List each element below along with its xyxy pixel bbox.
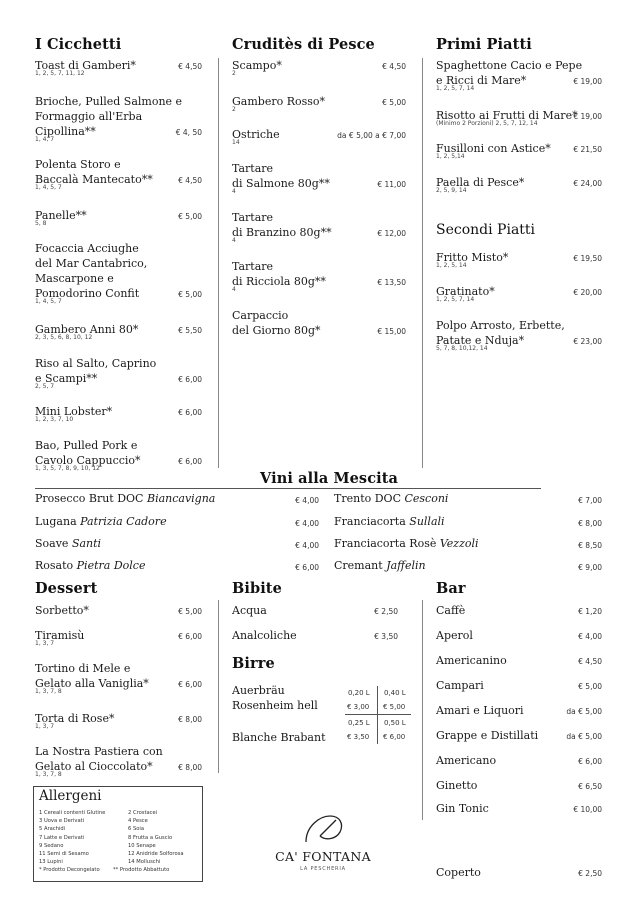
allergen-entry: 4 Pesce xyxy=(128,818,148,825)
wine-producer: Pietra Dolce xyxy=(76,559,146,572)
dessert-item-name: Gelato al Cioccolato* xyxy=(35,760,153,773)
beer-price: € 6,00 xyxy=(383,733,406,741)
cicchetti-item-name: Panelle** xyxy=(35,209,87,222)
wine-producer: Jaffelin xyxy=(386,559,426,572)
bar-item-price: € 6,50 xyxy=(578,782,602,791)
primi-item-price: € 19,00 xyxy=(573,112,602,121)
secondi-item-allergens: 1, 2, 5, 7, 14 xyxy=(436,296,475,303)
divider xyxy=(422,600,423,820)
vini-underline xyxy=(35,488,541,489)
wine-label: Lugana xyxy=(35,515,81,528)
cicchetti-item-price: € 6,00 xyxy=(178,457,202,466)
dessert-item-price: € 6,00 xyxy=(178,680,202,689)
wine-label: Cremant xyxy=(334,559,387,572)
crudites-item-price: da € 5,00 a € 7,00 xyxy=(337,131,406,140)
beer-size: 0,25 L xyxy=(348,719,370,727)
section-title-bar: Bar xyxy=(436,580,466,597)
beer-price: € 5,00 xyxy=(383,703,406,711)
primi-item-price: € 24,00 xyxy=(573,179,602,188)
secondi-item-price: € 20,00 xyxy=(573,288,602,297)
bar-item-name: Caffè xyxy=(436,604,466,617)
section-title-primi: Primi Piatti xyxy=(436,36,532,53)
beer-table-divider xyxy=(345,714,411,715)
secondi-item-name: Polpo Arrosto, Erbette, xyxy=(436,319,565,332)
wine-producer: Biancavigna xyxy=(146,492,216,505)
section-title-birre: Birre xyxy=(232,655,275,672)
cicchetti-item-name: Mini Lobster* xyxy=(35,405,113,418)
beer-price: € 3,00 xyxy=(347,703,370,711)
bar-item-name: Aperol xyxy=(436,629,473,642)
section-title-vini: Vini alla Mescita xyxy=(260,470,399,487)
primi-item-price: € 19,00 xyxy=(573,77,602,86)
wine-producer: Santi xyxy=(71,537,102,550)
allergen-entry: 11 Semi di Sesamo xyxy=(39,851,89,857)
bibite-item-name: Analcoliche xyxy=(232,629,297,642)
allergen-entry: 2 Crostacei xyxy=(128,810,158,816)
bar-item-price: € 6,00 xyxy=(578,757,602,766)
secondi-item-name: Gratinato* xyxy=(436,285,495,298)
wine-price: € 4,00 xyxy=(295,541,319,550)
dessert-item-name: Sorbetto* xyxy=(35,604,89,617)
beer-name: Blanche Brabant xyxy=(232,731,326,744)
beer-size: 0,20 L xyxy=(348,689,370,697)
section-title-cicchetti: I Cicchetti xyxy=(35,36,122,53)
primi-item-allergens: 2, 5, 9, 14 xyxy=(436,187,467,194)
cicchetti-item-name: Mascarpone e xyxy=(35,272,114,285)
crudites-item-name: Ostriche xyxy=(232,128,280,141)
cicchetti-item-allergens: 2, 5, 7 xyxy=(35,383,55,390)
allergen-entry: 5 Arachidi xyxy=(39,826,66,833)
crudites-item-price: € 13,50 xyxy=(377,278,406,287)
wine-name xyxy=(334,537,479,550)
allergen-entry: 10 Senape xyxy=(128,842,156,849)
crudites-item-name: di Branzino 80g** xyxy=(232,226,332,239)
cicchetti-item-name: Brioche, Pulled Salmone e xyxy=(35,95,183,108)
dessert-item-name: Torta di Rose* xyxy=(35,712,115,725)
cicchetti-item-name: Pomodorino Confit xyxy=(35,287,140,300)
secondi-item-allergens: 5, 7, 8, 10,12, 14 xyxy=(436,345,488,352)
crudites-item-name: di Salmone 80g** xyxy=(232,177,330,190)
cicchetti-item-allergens: 1, 4, 5, 7 xyxy=(35,184,62,191)
wine-name xyxy=(35,559,145,572)
dessert-item-allergens: 1, 3, 7 xyxy=(35,640,55,647)
wine-label: Franciacorta Rosè xyxy=(334,537,440,550)
secondi-item-name: Patate e Nduja* xyxy=(436,334,525,347)
wine-producer: Sullali xyxy=(409,515,445,528)
cicchetti-item-price: € 4,50 xyxy=(178,176,202,185)
wine-producer: Cesconi xyxy=(404,492,449,505)
cicchetti-item-allergens: 1, 2, 5, 7, 11, 12 xyxy=(35,70,85,77)
bibite-item-price: € 3,50 xyxy=(374,632,398,641)
bar-item-name: Campari xyxy=(436,679,484,692)
allergen-entry: 6 Soia xyxy=(128,826,145,833)
beer-table-divider xyxy=(377,686,378,744)
wine-label: Trento DOC xyxy=(334,492,405,505)
wine-name xyxy=(35,515,167,528)
primi-item-name: e Ricci di Mare* xyxy=(436,74,527,87)
cicchetti-item-price: € 5,00 xyxy=(178,212,202,221)
wine-price: € 4,00 xyxy=(295,519,319,528)
primi-item-allergens: (Minimo 2 Porzioni) 2, 5, 7, 12, 14 xyxy=(436,120,538,127)
beer-size: 0,50 L xyxy=(384,719,406,727)
crudites-item-price: € 5,00 xyxy=(382,98,406,107)
crudites-item-price: € 12,00 xyxy=(377,229,406,238)
bar-item-price: € 4,50 xyxy=(578,657,602,666)
primi-item-allergens: 1, 2, 5, 7, 14 xyxy=(436,85,475,92)
allergen-entry: 3 Uova e Derivati xyxy=(39,818,85,825)
bar-item-price: € 10,00 xyxy=(573,805,602,814)
wine-label: Prosecco Brut DOC xyxy=(35,492,147,505)
crudites-item-name: Tartare xyxy=(232,211,274,224)
bar-item-name: Gin Tonic xyxy=(436,802,489,815)
primi-item-price: € 21,50 xyxy=(573,145,602,154)
dessert-item-name: Tiramisù xyxy=(35,629,85,642)
section-title-dessert: Dessert xyxy=(35,580,98,597)
bibite-item-name: Acqua xyxy=(232,604,267,617)
beer-size: 0,40 L xyxy=(384,689,406,697)
wine-name xyxy=(334,559,426,572)
cicchetti-item-name: Polenta Storo e xyxy=(35,158,121,171)
crudites-item-price: € 11,00 xyxy=(377,180,406,189)
wine-name xyxy=(334,515,445,528)
bar-item-name: Ginetto xyxy=(436,779,478,792)
crudites-item-allergens: 4 xyxy=(232,188,236,195)
bar-item-price: € 5,00 xyxy=(578,682,602,691)
crudites-item-name: Gambero Rosso* xyxy=(232,95,326,108)
bibite-item-price: € 2,50 xyxy=(374,607,398,616)
divider xyxy=(218,58,219,468)
allergen-entry: * Prodotto Decongelato xyxy=(39,867,100,874)
bar-item-name: Amari e Liquori xyxy=(436,704,524,717)
cicchetti-item-name: Bao, Pulled Pork e xyxy=(35,439,138,452)
coperto-label: Coperto xyxy=(436,866,481,879)
wine-name xyxy=(334,492,448,505)
cicchetti-item-allergens: 1, 2, 3, 7, 10 xyxy=(35,416,74,423)
allergen-entry: 9 Sedano xyxy=(39,842,64,849)
section-title-bibite: Bibite xyxy=(232,580,282,597)
cicchetti-item-name: Cipollina** xyxy=(35,125,96,138)
cicchetti-item-name: del Mar Cantabrico, xyxy=(35,257,148,270)
bar-item-name: Grappe e Distillati xyxy=(436,729,539,742)
allergen-entry: 1 Cereali contenti Glutine xyxy=(39,810,106,816)
cicchetti-item-name: Gambero Anni 80* xyxy=(35,323,139,336)
cicchetti-item-price: € 6,00 xyxy=(178,375,202,384)
logo-subtitle: LA PESCHERIA xyxy=(300,866,346,872)
primi-item-name: Fusilloni con Astice* xyxy=(436,142,551,155)
wine-producer: Vezzoli xyxy=(439,537,479,550)
logo-name: CA' FONTANA xyxy=(275,849,371,864)
allergen-entry: ** Prodotto Abbattuto xyxy=(113,867,170,874)
cicchetti-item-name: e Scampi** xyxy=(35,372,98,385)
cicchetti-item-price: € 4, 50 xyxy=(175,128,202,137)
cicchetti-item-price: € 4,50 xyxy=(178,62,202,71)
primi-item-allergens: 1, 2, 5,14 xyxy=(436,153,465,160)
wine-price: € 4,00 xyxy=(295,496,319,505)
dessert-item-price: € 8,00 xyxy=(178,715,202,724)
cicchetti-item-price: € 6,00 xyxy=(178,408,202,417)
crudites-item-price: € 4,50 xyxy=(382,62,406,71)
bar-item-price: da € 5,00 xyxy=(566,707,602,716)
wine-price: € 8,00 xyxy=(578,519,602,528)
wine-price: € 9,00 xyxy=(578,563,602,572)
crudites-item-allergens: 2 xyxy=(232,106,236,113)
beer-name: Auerbräu xyxy=(232,684,285,697)
crudites-item-allergens: 4 xyxy=(232,286,236,293)
allergen-entry: 14 Molluschi xyxy=(128,859,161,866)
cicchetti-item-name: Toast di Gamberi* xyxy=(35,59,136,72)
bar-item-price: € 1,20 xyxy=(578,607,602,616)
crudites-item-name: di Ricciola 80g** xyxy=(232,275,326,288)
wine-name xyxy=(35,492,215,505)
cicchetti-item-allergens: 5, 8 xyxy=(35,220,47,227)
crudites-item-name: del Giorno 80g* xyxy=(232,324,321,337)
dessert-item-name: La Nostra Pastiera con xyxy=(35,745,163,758)
wine-label: Franciacorta xyxy=(334,515,410,528)
dessert-item-price: € 8,00 xyxy=(178,763,202,772)
secondi-item-price: € 23,00 xyxy=(573,337,602,346)
crudites-item-price: € 15,00 xyxy=(377,327,406,336)
cicchetti-item-name: Cavolo Cappuccio* xyxy=(35,454,141,467)
logo-mark xyxy=(300,812,350,846)
cicchetti-item-allergens: 1, 3, 5, 7, 8, 9, 10, 12 xyxy=(35,465,100,472)
cicchetti-item-name: Baccalà Mantecato** xyxy=(35,173,153,186)
primi-item-name: Spaghettone Cacio e Pepe xyxy=(436,59,583,72)
wine-name xyxy=(35,537,101,550)
section-title-crudites: Cruditès di Pesce xyxy=(232,36,375,53)
allergeni-title: Allergeni xyxy=(39,788,102,804)
dessert-item-name: Gelato alla Vaniglia* xyxy=(35,677,149,690)
crudites-item-name: Tartare xyxy=(232,162,274,175)
dessert-item-name: Tortino di Mele e xyxy=(35,662,131,675)
allergen-entry: 8 Frutta a Guscio xyxy=(128,834,173,841)
cicchetti-item-price: € 5,50 xyxy=(178,326,202,335)
cicchetti-item-allergens: 1, 4, 5, 7 xyxy=(35,298,62,305)
dessert-item-price: € 5,00 xyxy=(178,607,202,616)
coperto-price: € 2,50 xyxy=(578,869,602,878)
wine-price: € 8,50 xyxy=(578,541,602,550)
primi-item-name: Paella di Pesce* xyxy=(436,176,525,189)
secondi-item-price: € 19,50 xyxy=(573,254,602,263)
allergen-entry: 13 Lupini xyxy=(39,859,63,866)
allergen-entry: 12 Anidride Solforosa xyxy=(128,851,184,857)
beer-name: Rosenheim hell xyxy=(232,699,318,712)
bar-item-name: Americano xyxy=(436,754,497,767)
cicchetti-item-name: Focaccia Acciughe xyxy=(35,242,139,255)
beer-price: € 3,50 xyxy=(347,733,370,741)
wine-price: € 7,00 xyxy=(578,496,602,505)
cicchetti-item-allergens: 1, 4, 7 xyxy=(35,136,55,143)
cicchetti-item-allergens: 2, 3, 5, 6, 8, 10, 12 xyxy=(35,334,93,341)
section-title-secondi: Secondi Piatti xyxy=(436,222,536,238)
dessert-item-allergens: 1, 3, 7, 8 xyxy=(35,771,62,778)
secondi-item-name: Fritto Misto* xyxy=(436,251,509,264)
wine-producer: Patrizia Cadore xyxy=(80,515,167,528)
crudites-item-name: Carpaccio xyxy=(232,309,289,322)
bar-item-price: da € 5,00 xyxy=(566,732,602,741)
dessert-item-allergens: 1, 3, 7, 8 xyxy=(35,688,62,695)
bar-item-name: Americanino xyxy=(436,654,507,667)
wine-label: Soave xyxy=(35,537,72,550)
divider xyxy=(422,58,423,468)
primi-item-name: Risotto ai Frutti di Mare* xyxy=(436,109,578,122)
dessert-item-allergens: 1, 3, 7 xyxy=(35,723,55,730)
crudites-item-allergens: 14 xyxy=(232,139,240,146)
allergen-entry: 7 Latte e Derivati xyxy=(39,834,85,841)
cicchetti-item-name: Riso al Salto, Caprino xyxy=(35,357,157,370)
crudites-item-allergens: 2 xyxy=(232,70,236,77)
divider xyxy=(218,600,219,773)
crudites-item-name: Scampo* xyxy=(232,59,282,72)
crudites-item-name: Tartare xyxy=(232,260,274,273)
secondi-item-allergens: 1, 2, 5, 14 xyxy=(436,262,467,269)
crudites-item-allergens: 4 xyxy=(232,237,236,244)
cicchetti-item-price: € 5,00 xyxy=(178,290,202,299)
bar-item-price: € 4,00 xyxy=(578,632,602,641)
dessert-item-price: € 6,00 xyxy=(178,632,202,641)
cicchetti-item-name: Formaggio all'Erba xyxy=(35,110,143,123)
wine-label: Rosato xyxy=(35,559,77,572)
wine-price: € 6,00 xyxy=(295,563,319,572)
